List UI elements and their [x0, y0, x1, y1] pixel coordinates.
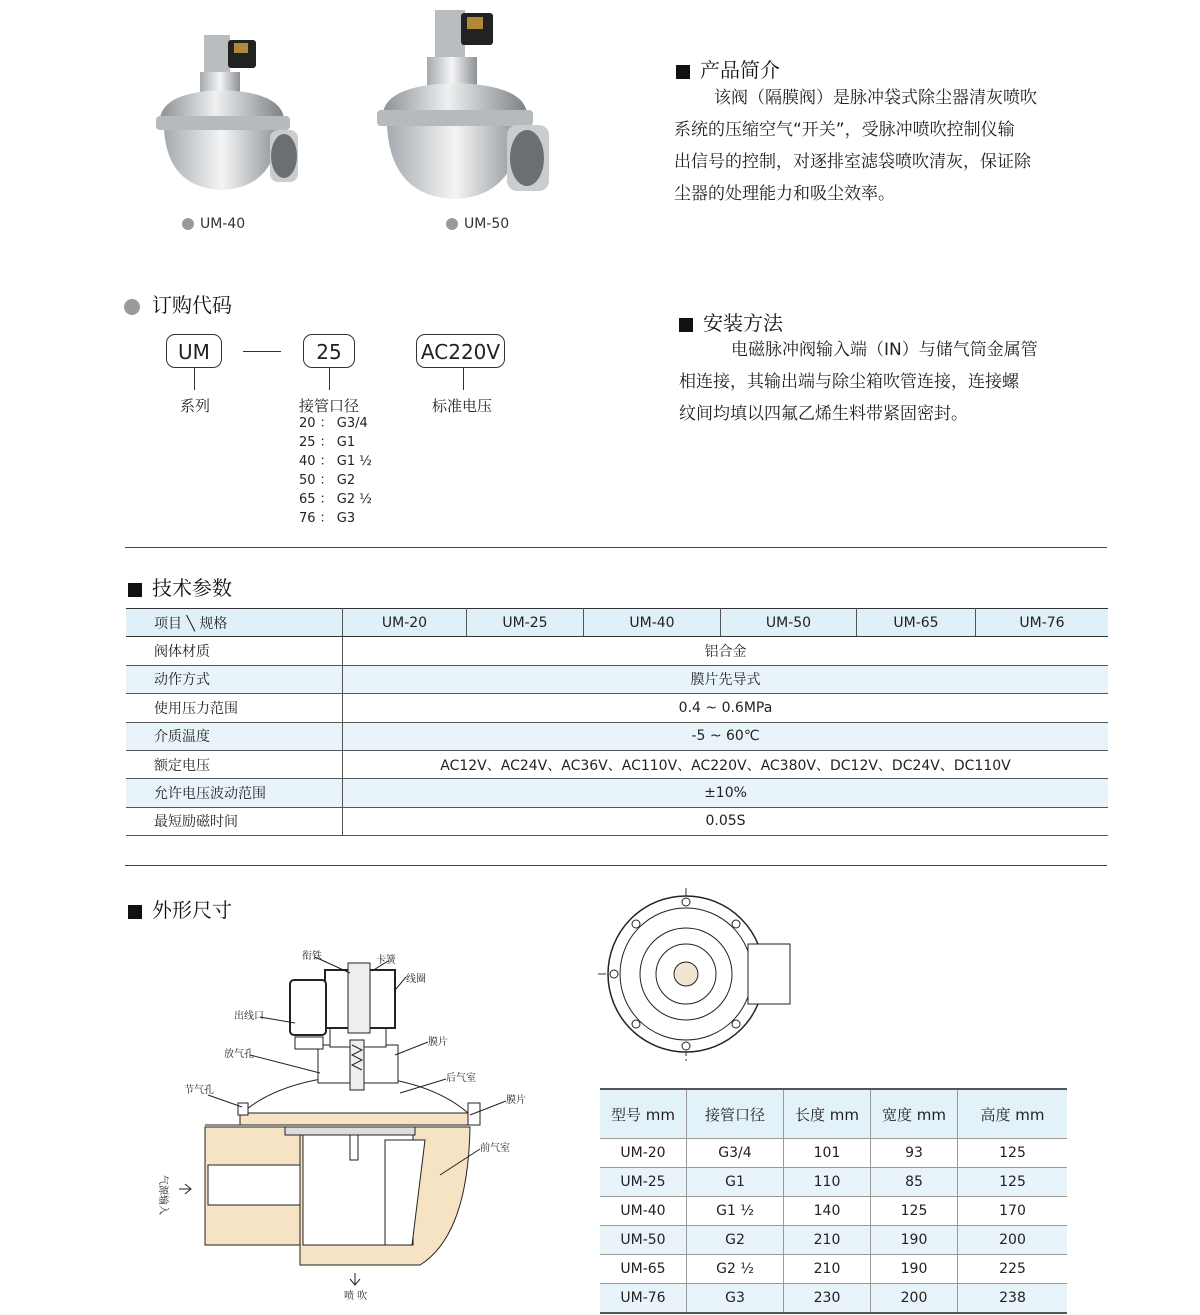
label-diaphragm: 膜片 [506, 1095, 526, 1106]
table-row [600, 1139, 1067, 1168]
table-row [600, 1168, 1067, 1197]
label-throttle-hole: 节气孔 [184, 1085, 214, 1096]
cell: 170 [958, 1197, 1068, 1226]
label-armature: 衔铁 [302, 951, 322, 962]
model-col: UM-50 [721, 609, 857, 637]
model-col: UM-65 [857, 609, 976, 637]
cell: 200 [958, 1226, 1068, 1255]
row-label: 阀体材质 [126, 637, 343, 665]
label-diaphragm-top: 膜片 [428, 1037, 448, 1048]
label-wire-outlet: 出线口 [234, 1011, 264, 1022]
tech-spec-table [126, 608, 1108, 836]
um40-valve-photo [150, 30, 305, 210]
row-value: AC12V、AC24V、AC36V、AC110V、AC220V、AC380V、DC12V、DC24V、DC110V [343, 750, 1109, 778]
um50-caption: UM-50 [446, 216, 509, 232]
label-air-inlet: 气源输入 [157, 1175, 168, 1215]
label-clip: 卡簧 [376, 955, 396, 966]
row-label: 动作方式 [126, 665, 343, 693]
cell: G1 [687, 1168, 784, 1197]
size-code-item: 76 ： G3 [299, 511, 356, 526]
size-box: 25 [303, 334, 355, 368]
row-value: 膜片先导式 [343, 665, 1109, 693]
model-col: UM-25 [467, 609, 584, 637]
voltage-leader [463, 368, 464, 390]
table-header-row [126, 609, 1108, 637]
table-row [600, 1226, 1067, 1255]
tech-heading: 技术参数 [128, 572, 232, 601]
size-code-item: 50 ： G2 [299, 473, 356, 488]
column-header: 长度 mm [784, 1089, 871, 1139]
voltage-box: AC220V [416, 334, 505, 368]
cell: 210 [784, 1226, 871, 1255]
cell: 85 [871, 1168, 958, 1197]
label-coil: 线圈 [406, 974, 426, 985]
row-value: 铝合金 [343, 637, 1109, 665]
size-label: 接管口径 [299, 397, 360, 415]
intro-text: 该阀（隔膜阀）是脉冲袋式除尘器清灰喷吹 系统的压缩空气“开关”，受脉冲喷吹控制仪输 出信号的控制，对逐排室滤袋喷吹清灰，保证除 尘器的处理能力和吸尘效率。 [674, 88, 1037, 204]
row-label: 额定电压 [126, 750, 343, 778]
header-label: 项目 ╲ 规格 [126, 609, 343, 637]
cell: 210 [784, 1255, 871, 1284]
table-row [126, 694, 1108, 722]
label-front-chamber: 前气室 [480, 1143, 510, 1154]
dimensions-table [600, 1088, 1067, 1314]
square-bullet-icon [679, 318, 693, 332]
cell: 190 [871, 1226, 958, 1255]
cell: 101 [784, 1139, 871, 1168]
cell: 125 [871, 1197, 958, 1226]
size-code-item: 25 ： G1 [299, 435, 356, 450]
cell: 125 [958, 1139, 1068, 1168]
size-leader [329, 368, 330, 390]
series-label: 系列 [180, 397, 211, 415]
row-value: ±10% [343, 779, 1109, 807]
voltage-label: 标准电压 [432, 397, 493, 415]
cell: 238 [958, 1284, 1068, 1314]
series-box: UM [166, 334, 222, 368]
series-leader [194, 368, 195, 390]
cell: 190 [871, 1255, 958, 1284]
intro-heading: 产品简介 [676, 54, 780, 83]
section-divider [125, 547, 1107, 548]
um40-caption: UM-40 [182, 216, 245, 232]
cell: UM-40 [600, 1197, 687, 1226]
dims-heading: 外形尺寸 [128, 894, 232, 923]
column-header: 接管口径 [687, 1089, 784, 1139]
cell: UM-25 [600, 1168, 687, 1197]
table-row [600, 1197, 1067, 1226]
code-dash [243, 351, 281, 352]
cell: G3 [687, 1284, 784, 1314]
table-row [126, 750, 1108, 778]
cell: UM-50 [600, 1226, 687, 1255]
row-label: 最短励磁时间 [126, 807, 343, 835]
size-code-list [299, 414, 372, 528]
label-rear-chamber: 后气室 [446, 1073, 476, 1084]
column-header: 高度 mm [958, 1089, 1068, 1139]
label-vent-hole: 放气孔 [224, 1049, 254, 1060]
table-row [600, 1255, 1067, 1284]
um50-valve-photo [375, 5, 555, 210]
cross-section-diagram [150, 945, 550, 1305]
row-label: 使用压力范围 [126, 694, 343, 722]
row-value: 0.4 ~ 0.6MPa [343, 694, 1109, 722]
row-label: 介质温度 [126, 722, 343, 750]
table-row [126, 807, 1108, 835]
size-code-item: 40 ： G1 ½ [299, 454, 372, 469]
model-col: UM-40 [584, 609, 721, 637]
top-view-drawing [598, 888, 798, 1068]
cell: 200 [871, 1284, 958, 1314]
table-row [126, 665, 1108, 693]
size-code-item: 20 ： G3/4 [299, 416, 368, 431]
cell: G2 [687, 1226, 784, 1255]
column-header: 型号 mm [600, 1089, 687, 1139]
cell: 110 [784, 1168, 871, 1197]
cell: UM-76 [600, 1284, 687, 1314]
table-row [126, 779, 1108, 807]
table-row [126, 722, 1108, 750]
table-row [600, 1284, 1067, 1314]
cell: UM-65 [600, 1255, 687, 1284]
square-bullet-icon [676, 65, 690, 79]
install-text: 电磁脉冲阀输入端（IN）与储气筒金属管 相连接，其输出端与除尘箱吹管连接，连接螺 纹间均填以四氟乙烯生料带紧固密封。 [679, 340, 1038, 424]
model-col: UM-76 [976, 609, 1109, 637]
size-code-item: 65 ： G2 ½ [299, 492, 372, 507]
row-value: 0.05S [343, 807, 1109, 835]
cell: G1 ½ [687, 1197, 784, 1226]
cell: G3/4 [687, 1139, 784, 1168]
label-blow: 喷 吹 [344, 1291, 368, 1302]
cell: 93 [871, 1139, 958, 1168]
row-label: 允许电压波动范围 [126, 779, 343, 807]
cell: G2 ½ [687, 1255, 784, 1284]
table-header-row [600, 1089, 1067, 1139]
order-heading: 订购代码 [124, 289, 232, 318]
cell: 125 [958, 1168, 1068, 1197]
cell: 140 [784, 1197, 871, 1226]
cell: UM-20 [600, 1139, 687, 1168]
cell: 225 [958, 1255, 1068, 1284]
install-heading: 安装方法 [679, 307, 783, 336]
cell: 230 [784, 1284, 871, 1314]
table-row [126, 637, 1108, 665]
model-col: UM-20 [343, 609, 467, 637]
section-divider [125, 865, 1107, 866]
column-header: 宽度 mm [871, 1089, 958, 1139]
row-value: -5 ~ 60℃ [343, 722, 1109, 750]
